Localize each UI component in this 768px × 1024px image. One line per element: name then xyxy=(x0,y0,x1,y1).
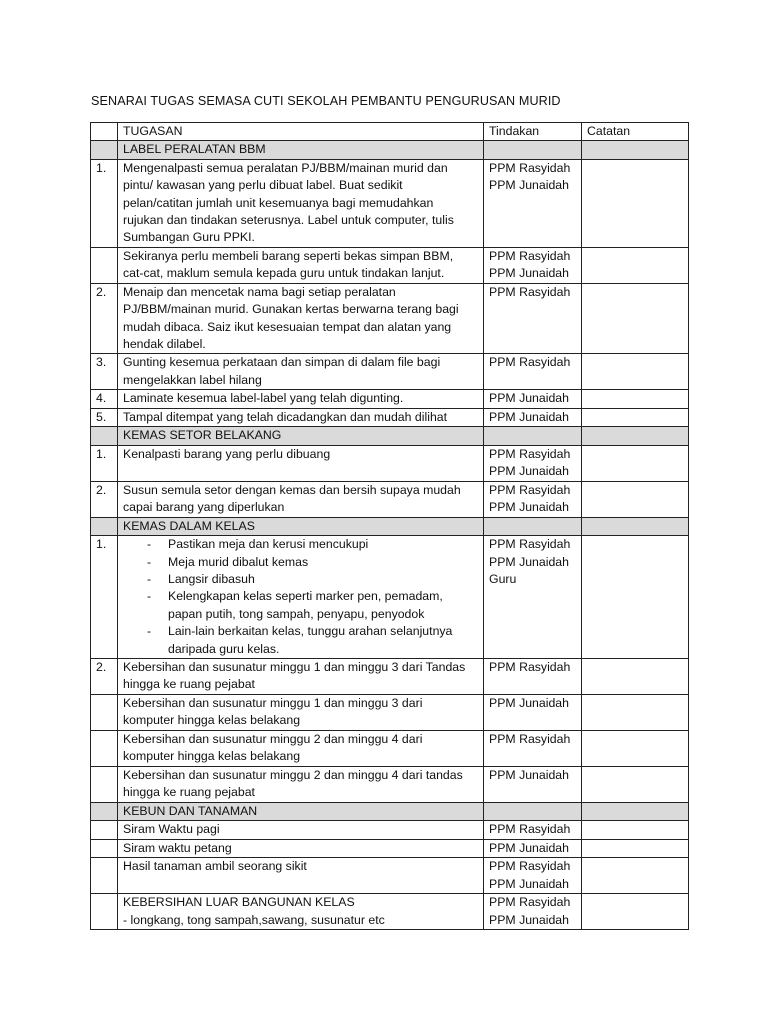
section-number-cell xyxy=(91,802,118,820)
task-number: 5. xyxy=(91,408,118,426)
section-title-text: KEMAS SETOR BELAKANG xyxy=(123,428,282,443)
task-note xyxy=(582,766,689,802)
task-action xyxy=(484,894,582,930)
task-note xyxy=(582,354,689,390)
task-note xyxy=(582,694,689,730)
task-row xyxy=(91,766,689,802)
dash-bullet-icon: - xyxy=(147,624,152,639)
task-text-line: rujukan dan tindakan seterusnya. Label untuk computer, tulis xyxy=(123,213,454,228)
task-note xyxy=(582,283,689,354)
task-number: 1. xyxy=(91,445,118,481)
action-assignee: PPM Rasyidah xyxy=(489,446,571,461)
task-text-line: hendak dilabel. xyxy=(123,337,206,352)
action-assignee: PPM Rasyidah xyxy=(489,248,571,263)
section-title-text: KEBUN DAN TANAMAN xyxy=(123,803,258,818)
task-note xyxy=(582,536,689,659)
section-title-text: KEMAS DALAM KELAS xyxy=(123,518,255,533)
task-note xyxy=(582,730,689,766)
task-description xyxy=(118,839,484,857)
task-action xyxy=(484,730,582,766)
task-action xyxy=(484,283,582,354)
action-assignee: PPM Rasyidah xyxy=(489,659,571,674)
header-catatan: Catatan xyxy=(582,123,689,141)
task-row xyxy=(91,536,689,659)
section-number-cell xyxy=(91,141,118,159)
dash-bullet-icon: - xyxy=(147,554,152,569)
task-text-line: Hasil tanaman ambil seorang sikit xyxy=(123,859,307,874)
task-table xyxy=(90,122,689,930)
action-assignee: PPM Rasyidah xyxy=(489,895,571,910)
task-text-line: pintu/ kawasan yang perlu dibuat label. Buat sedikit xyxy=(123,178,403,193)
task-text-line: mengelakkan label hilang xyxy=(123,372,262,387)
task-row xyxy=(91,354,689,390)
task-action xyxy=(484,247,582,283)
action-assignee: PPM Rasyidah xyxy=(489,482,571,497)
task-description xyxy=(118,536,484,659)
task-note xyxy=(582,481,689,517)
task-number xyxy=(91,730,118,766)
task-description xyxy=(118,283,484,354)
section-title xyxy=(118,141,484,159)
task-note xyxy=(582,408,689,426)
task-description xyxy=(118,894,484,930)
section-title xyxy=(118,427,484,445)
task-text-line: komputer hingga kelas belakang xyxy=(123,749,301,764)
task-action xyxy=(484,766,582,802)
dash-bullet-icon: - xyxy=(147,537,152,552)
task-number xyxy=(91,766,118,802)
task-text-line: Menaip dan mencetak nama bagi setiap peralatan xyxy=(123,284,396,299)
task-number xyxy=(91,821,118,839)
task-number xyxy=(91,858,118,894)
task-text-line: Siram waktu petang xyxy=(123,840,232,855)
task-row xyxy=(91,858,689,894)
task-description xyxy=(118,658,484,694)
task-row xyxy=(91,390,689,408)
action-assignee: PPM Junaidah xyxy=(489,464,569,479)
action-assignee: PPM Junaidah xyxy=(489,391,569,406)
task-action xyxy=(484,354,582,390)
task-row xyxy=(91,658,689,694)
task-bullet-text: Langsir dibasuh xyxy=(168,571,255,586)
action-assignee: PPM Junaidah xyxy=(489,695,569,710)
task-description xyxy=(118,821,484,839)
task-text-line: mudah dibaca. Saiz ikut kesesuaian tempat dan alatan yang xyxy=(123,319,452,334)
task-text-line: komputer hingga kelas belakang xyxy=(123,713,301,728)
section-note-cell xyxy=(582,427,689,445)
task-bullet-item xyxy=(123,588,478,623)
action-assignee: PPM Junaidah xyxy=(489,912,569,927)
task-row xyxy=(91,821,689,839)
task-row xyxy=(91,408,689,426)
task-note xyxy=(582,247,689,283)
task-text-line: hingga ke ruang pejabat xyxy=(123,785,255,800)
task-description xyxy=(118,159,484,247)
action-assignee: PPM Junaidah xyxy=(489,767,569,782)
task-action xyxy=(484,858,582,894)
action-assignee: PPM Junaidah xyxy=(489,178,569,193)
task-text-line: Sekiranya perlu membeli barang seperti bekas simpan BBM, xyxy=(123,248,454,263)
task-text-line: Kenalpasti barang yang perlu dibuang xyxy=(123,446,331,461)
task-action xyxy=(484,408,582,426)
task-text-line: - longkang, tong sampah,sawang, susunatur etc xyxy=(123,912,385,927)
task-number: 3. xyxy=(91,354,118,390)
task-bullet-text: Kelengkapan kelas seperti marker pen, pemadam, xyxy=(168,589,443,604)
section-row xyxy=(91,141,689,159)
task-number: 2. xyxy=(91,481,118,517)
task-bullet-item xyxy=(123,623,478,658)
action-assignee: PPM Rasyidah xyxy=(489,859,571,874)
section-action-cell xyxy=(484,802,582,820)
section-title-text: LABEL PERALATAN BBM xyxy=(123,142,266,157)
task-text-line: cat-cat, maklum semula kepada guru untuk tindakan lanjut. xyxy=(123,266,445,281)
section-action-cell xyxy=(484,141,582,159)
section-action-cell xyxy=(484,427,582,445)
task-bullet-text: Meja murid dibalut kemas xyxy=(168,554,309,569)
section-number-cell xyxy=(91,427,118,445)
action-assignee: PPM Junaidah xyxy=(489,876,569,891)
task-description xyxy=(118,390,484,408)
task-bullet-text: daripada guru kelas. xyxy=(168,641,280,656)
task-row xyxy=(91,839,689,857)
task-bullet-text: Pastikan meja dan kerusi mencukupi xyxy=(168,537,369,552)
action-assignee: PPM Rasyidah xyxy=(489,822,571,837)
task-note xyxy=(582,390,689,408)
section-row xyxy=(91,517,689,535)
action-assignee: PPM Rasyidah xyxy=(489,731,571,746)
dash-bullet-icon: - xyxy=(147,571,152,586)
task-description xyxy=(118,730,484,766)
task-bullet-item xyxy=(123,571,478,588)
task-text-line: Tampal ditempat yang telah dicadangkan dan mudah dilihat xyxy=(123,409,448,424)
section-note-cell xyxy=(582,802,689,820)
task-text-line: Mengenalpasti semua peralatan PJ/BBM/mainan murid dan xyxy=(123,160,448,175)
task-number: 2. xyxy=(91,283,118,354)
task-text-line: PJ/BBM/mainan murid. Gunakan kertas berwarna terang bagi xyxy=(123,302,459,317)
task-number: 2. xyxy=(91,658,118,694)
action-assignee: Guru xyxy=(489,571,517,586)
task-row xyxy=(91,730,689,766)
task-number xyxy=(91,247,118,283)
task-number: 4. xyxy=(91,390,118,408)
task-description xyxy=(118,354,484,390)
section-row xyxy=(91,427,689,445)
action-assignee: PPM Junaidah xyxy=(489,409,569,424)
task-text-line: Sumbangan Guru PPKI. xyxy=(123,230,255,245)
task-action xyxy=(484,445,582,481)
task-text-line: capai barang yang diperlukan xyxy=(123,500,285,515)
header-tugasan: TUGASAN xyxy=(118,123,484,141)
task-text-line: Gunting kesemua perkataan dan simpan di dalam file bagi xyxy=(123,355,441,370)
task-description xyxy=(118,766,484,802)
task-bullet-item xyxy=(123,554,478,571)
task-row xyxy=(91,481,689,517)
action-assignee: PPM Rasyidah xyxy=(489,284,571,299)
task-action xyxy=(484,839,582,857)
task-action xyxy=(484,821,582,839)
task-number xyxy=(91,894,118,930)
task-row xyxy=(91,894,689,930)
task-action xyxy=(484,536,582,659)
task-description xyxy=(118,247,484,283)
task-note xyxy=(582,658,689,694)
task-note xyxy=(582,821,689,839)
task-row xyxy=(91,445,689,481)
task-note xyxy=(582,894,689,930)
task-action xyxy=(484,390,582,408)
task-action xyxy=(484,658,582,694)
document-title: SENARAI TUGAS SEMASA CUTI SEKOLAH PEMBANTU PENGURUSAN MURID xyxy=(91,94,561,108)
header-number xyxy=(91,123,118,141)
task-row xyxy=(91,247,689,283)
task-number xyxy=(91,694,118,730)
task-text-line: Kebersihan dan susunatur minggu 1 dan minggu 3 dari Tandas xyxy=(123,659,466,674)
task-row xyxy=(91,694,689,730)
task-row xyxy=(91,283,689,354)
task-description xyxy=(118,694,484,730)
section-number-cell xyxy=(91,517,118,535)
task-note xyxy=(582,159,689,247)
action-assignee: PPM Junaidah xyxy=(489,266,569,281)
task-note xyxy=(582,858,689,894)
task-number: 1. xyxy=(91,159,118,247)
section-row xyxy=(91,802,689,820)
task-note xyxy=(582,839,689,857)
task-description xyxy=(118,408,484,426)
task-description xyxy=(118,481,484,517)
task-action xyxy=(484,694,582,730)
task-note xyxy=(582,445,689,481)
section-note-cell xyxy=(582,517,689,535)
dash-bullet-icon: - xyxy=(147,589,152,604)
action-assignee: PPM Rasyidah xyxy=(489,355,571,370)
task-number: 1. xyxy=(91,536,118,659)
section-action-cell xyxy=(484,517,582,535)
task-bullet-text: papan putih, tong sampah, penyapu, penyodok xyxy=(168,606,425,621)
task-description xyxy=(118,858,484,894)
task-text-line: Kebersihan dan susunatur minggu 2 dan minggu 4 dari tandas xyxy=(123,767,463,782)
task-action xyxy=(484,159,582,247)
task-description xyxy=(118,445,484,481)
task-row xyxy=(91,159,689,247)
action-assignee: PPM Rasyidah xyxy=(489,160,571,175)
task-text-line: Susun semula setor dengan kemas dan bersih supaya mudah xyxy=(123,482,461,497)
section-title xyxy=(118,517,484,535)
task-number xyxy=(91,839,118,857)
task-bullet-item xyxy=(123,536,478,553)
task-bullet-list xyxy=(123,536,478,658)
task-text-line: Laminate kesemua label-label yang telah digunting. xyxy=(123,391,404,406)
task-text-line: KEBERSIHAN LUAR BANGUNAN KELAS xyxy=(123,895,355,910)
task-action xyxy=(484,481,582,517)
task-text-line: Kebersihan dan susunatur minggu 2 dan minggu 4 dari xyxy=(123,731,423,746)
task-bullet-text: Lain-lain berkaitan kelas, tunggu arahan selanjutnya xyxy=(168,624,453,639)
table-header-row xyxy=(91,123,689,141)
action-assignee: PPM Rasyidah xyxy=(489,537,571,552)
task-text-line: pelan/catitan jumlah unit kesemuanya bagi memudahkan xyxy=(123,195,434,210)
task-text-line: Kebersihan dan susunatur minggu 1 dan minggu 3 dari xyxy=(123,695,423,710)
section-title xyxy=(118,802,484,820)
task-text-line: Siram Waktu pagi xyxy=(123,822,220,837)
action-assignee: PPM Junaidah xyxy=(489,840,569,855)
section-note-cell xyxy=(582,141,689,159)
action-assignee: PPM Junaidah xyxy=(489,554,569,569)
action-assignee: PPM Junaidah xyxy=(489,500,569,515)
header-tindakan: Tindakan xyxy=(484,123,582,141)
task-text-line: hingga ke ruang pejabat xyxy=(123,677,255,692)
